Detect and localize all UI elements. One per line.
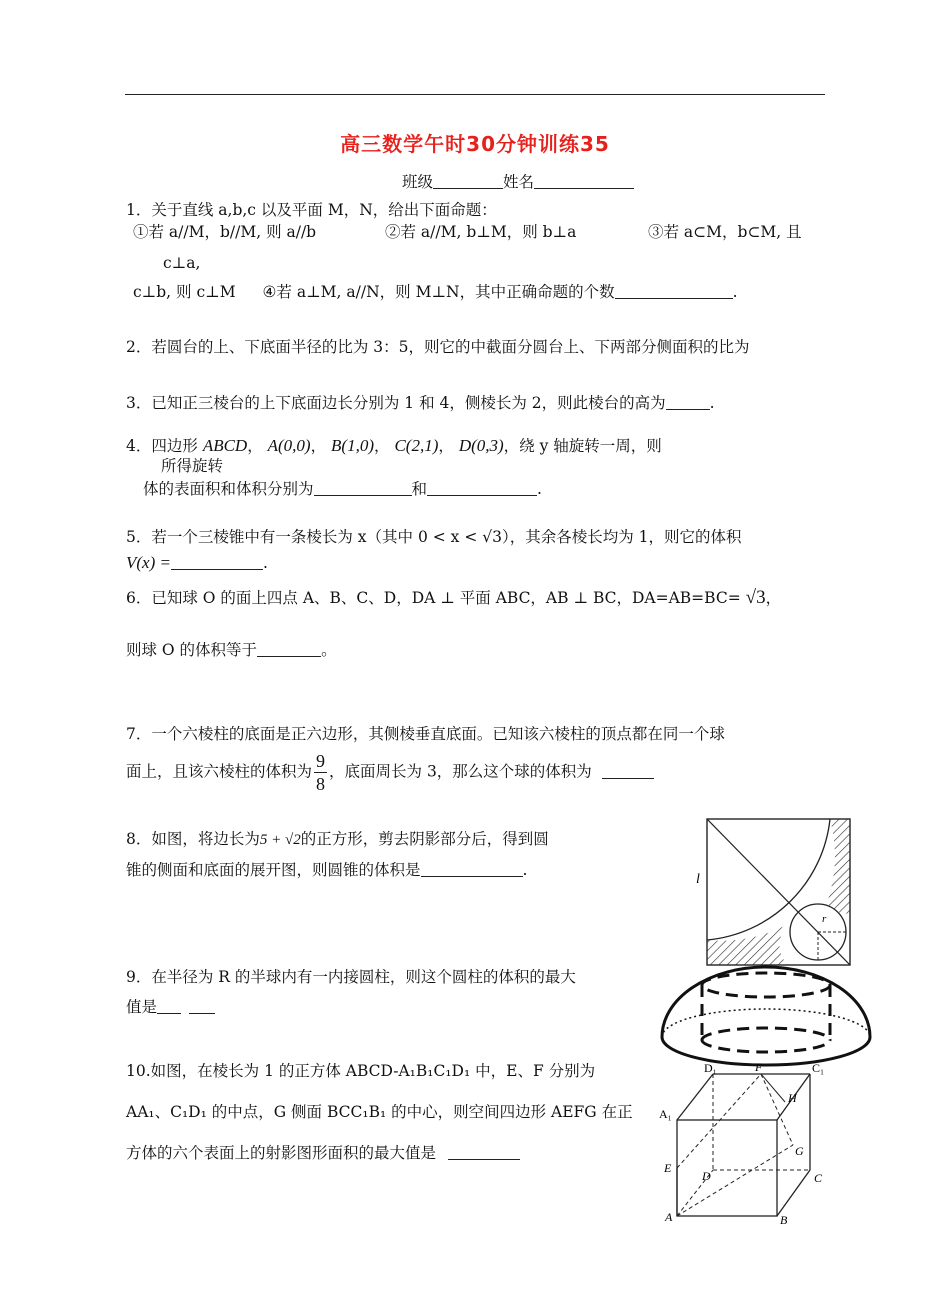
q4-quad: ABCD [202, 436, 248, 455]
q8-answer-blank[interactable] [421, 861, 523, 877]
q9-line2-text: 值是 [126, 998, 158, 1016]
q10-label-d: D [702, 1169, 711, 1183]
q6-line1-text: 6．已知球 O 的面上四点 A、B、C、D，DA ⊥ 平面 ABC，AB ⊥ BC，DA=AB=BC= [126, 589, 741, 607]
q8-end: . [522, 861, 528, 879]
q7-line2 [126, 750, 654, 795]
q10-answer-blank[interactable] [448, 1144, 520, 1160]
q8-label-l: l [696, 872, 700, 887]
q4-blank-area[interactable] [314, 480, 412, 496]
q1-line4b: ④若 a⊥M, a//N，则 M⊥N，其中正确命题的个数 [262, 283, 615, 301]
q3-answer-blank[interactable] [666, 394, 710, 410]
q10-front-face [677, 1120, 777, 1216]
q7-line1: 7．一个六棱柱的底面是正六边形，其侧棱垂直底面。已知该六棱柱的顶点都在同一个球 [126, 725, 725, 743]
q8-hatch-right [820, 819, 850, 919]
q1-opt1: ①若 a//M，b//M, 则 a//b [133, 223, 317, 241]
q1-end: . [732, 283, 738, 301]
q4-point-c: C(2,1) [394, 436, 439, 455]
q1-line3: c⊥a, [163, 254, 201, 272]
q1-opt3: ③若 a⊂M，b⊂M, 且 [648, 223, 802, 241]
q4-point-d: D(0,3) [458, 436, 504, 455]
q8-line2 [126, 860, 527, 880]
q7-frac-num: 9 [316, 751, 326, 771]
class-label: 班级 [402, 173, 434, 191]
q8-line1a: 8．如图，将边长为 [126, 830, 260, 848]
q10-label-c1: C₁ [812, 1061, 825, 1075]
q9-answer-blank-2[interactable] [189, 998, 215, 1014]
page-title: 高三数学午时30分钟训练35 [340, 132, 610, 156]
q4-line3-text: 体的表面积和体积分别为 [143, 480, 314, 498]
q1-line4a: c⊥b, 则 c⊥M [133, 283, 236, 301]
q9-answer-blank-1[interactable] [157, 998, 181, 1014]
q10-label-c: C [814, 1171, 823, 1185]
q10-label-a1: A₁ [659, 1107, 672, 1121]
q10-seg-ag [677, 1145, 793, 1216]
q4-line1: 4．四边形 ABCD， A(0,0)， B(1,0)， C(2,1)， D(0,3)，绕 y 轴旋转一周，则 [126, 436, 662, 455]
q10-label-d1: D₁ [704, 1061, 717, 1075]
q8-expr: 5 + √2 [259, 832, 301, 848]
q3-line [126, 393, 715, 413]
q8-label-r: r [822, 913, 827, 925]
q2-text: 2．若圆台的上、下底面半径的比为 3：5，则它的中截面分圆台上、下两部分侧面积的比为 [126, 338, 750, 356]
q9-line1: 9．在半径为 R 的半球内有一内接圆柱，则这个圆柱的体积的最大 [126, 968, 576, 986]
q8-square-figure [690, 815, 860, 970]
class-name-row [402, 172, 634, 192]
name-blank[interactable] [534, 173, 634, 189]
q10-edge-a1d1 [677, 1074, 713, 1120]
q4-and: 和 [411, 480, 428, 498]
q5-text: 5．若一个三棱锥中有一条棱长为 x（其中 0 < x < √3），其余各棱长均为 1，则它的体积 [126, 528, 742, 546]
q7-fraction [314, 750, 327, 795]
q10-label-e: E [664, 1161, 672, 1175]
q4-point-b: B(1,0) [331, 436, 375, 455]
q4-rest: ，绕 y 轴旋转一周，则 [503, 437, 662, 455]
q10-cube-figure [655, 1058, 830, 1230]
q1-opt2: ②若 a//M, b⊥M，则 b⊥a [385, 223, 577, 241]
q10-label-a: A [665, 1210, 673, 1224]
class-blank[interactable] [433, 173, 503, 189]
q4-end: . [537, 480, 542, 498]
q4-point-a: A(0,0) [267, 436, 311, 455]
q7-line2b: ，底面周长为 3，那么这个球的体积为 [329, 762, 592, 781]
q9-cylinder-top [702, 973, 830, 997]
q6-answer-blank[interactable] [257, 641, 321, 657]
q10-line3-text: 方体的六个表面上的射影图形面积的最大值是 [126, 1144, 437, 1162]
q10-label-b: B [780, 1213, 788, 1227]
q1-answer-blank[interactable] [615, 283, 733, 299]
q5-line2 [126, 553, 268, 573]
q9-cylinder-bottom [702, 1040, 830, 1052]
q10-seg-fh [761, 1074, 785, 1102]
q10-seg-ef [677, 1074, 761, 1168]
q6-line1 [126, 588, 781, 608]
q6-end: 。 [321, 641, 337, 659]
q3-end: . [709, 394, 715, 412]
q8-line1b: 的正方形，剪去阴影部分后，得到圆 [300, 830, 549, 848]
q6-line2 [126, 640, 337, 660]
q5-vx: V(x) = [126, 553, 171, 572]
top-rule [125, 94, 825, 95]
q4-start: 4．四边形 [126, 437, 198, 455]
q10-line1: 10.如图，在棱长为 1 的正方体 ABCD-A₁B₁C₁D₁ 中，E、F 分别为 [126, 1062, 596, 1080]
q7-frac-den: 8 [316, 774, 326, 794]
q10-label-g: G [795, 1144, 804, 1158]
q10-edge-bc [777, 1170, 810, 1216]
q5-answer-blank[interactable] [171, 554, 263, 570]
q9-cylinder-bottom-back [702, 1028, 830, 1040]
q9-base-back [662, 1009, 870, 1037]
name-label: 姓名 [503, 173, 535, 191]
q4-blank-volume[interactable] [427, 480, 537, 496]
q6-comma: ， [765, 589, 782, 607]
q1-line4 [133, 282, 738, 302]
q5-end: . [262, 554, 268, 572]
q10-line2: AA₁、C₁D₁ 的中点，G 侧面 BCC₁B₁ 的中心，则空间四边形 AEFG 在正 [126, 1103, 633, 1121]
q7-answer-blank[interactable] [602, 763, 654, 779]
q8-line2-text: 锥的侧面和底面的展开图，则圆锥的体积是 [126, 861, 421, 879]
q4-line3 [143, 479, 542, 499]
q10-line3 [126, 1143, 520, 1163]
q4-line2: 所得旋转 [161, 457, 224, 475]
q7-line2a: 面上，且该六棱柱的体积为 [126, 762, 313, 781]
q9-line2 [126, 997, 215, 1017]
q6-sqrt3: √3 [745, 587, 766, 608]
q10-label-h: H [788, 1091, 797, 1105]
q1-line1: 1．关于直线 a,b,c 以及平面 M，N，给出下面命题： [126, 201, 497, 219]
q3-text: 3．已知正三棱台的上下底面边长分别为 1 和 4，侧棱长为 2，则此棱台的高为 [126, 394, 666, 412]
q6-line2-text: 则球 O 的体积等于 [126, 641, 258, 659]
q8-line1 [126, 829, 549, 850]
q10-label-f: F [755, 1060, 763, 1074]
